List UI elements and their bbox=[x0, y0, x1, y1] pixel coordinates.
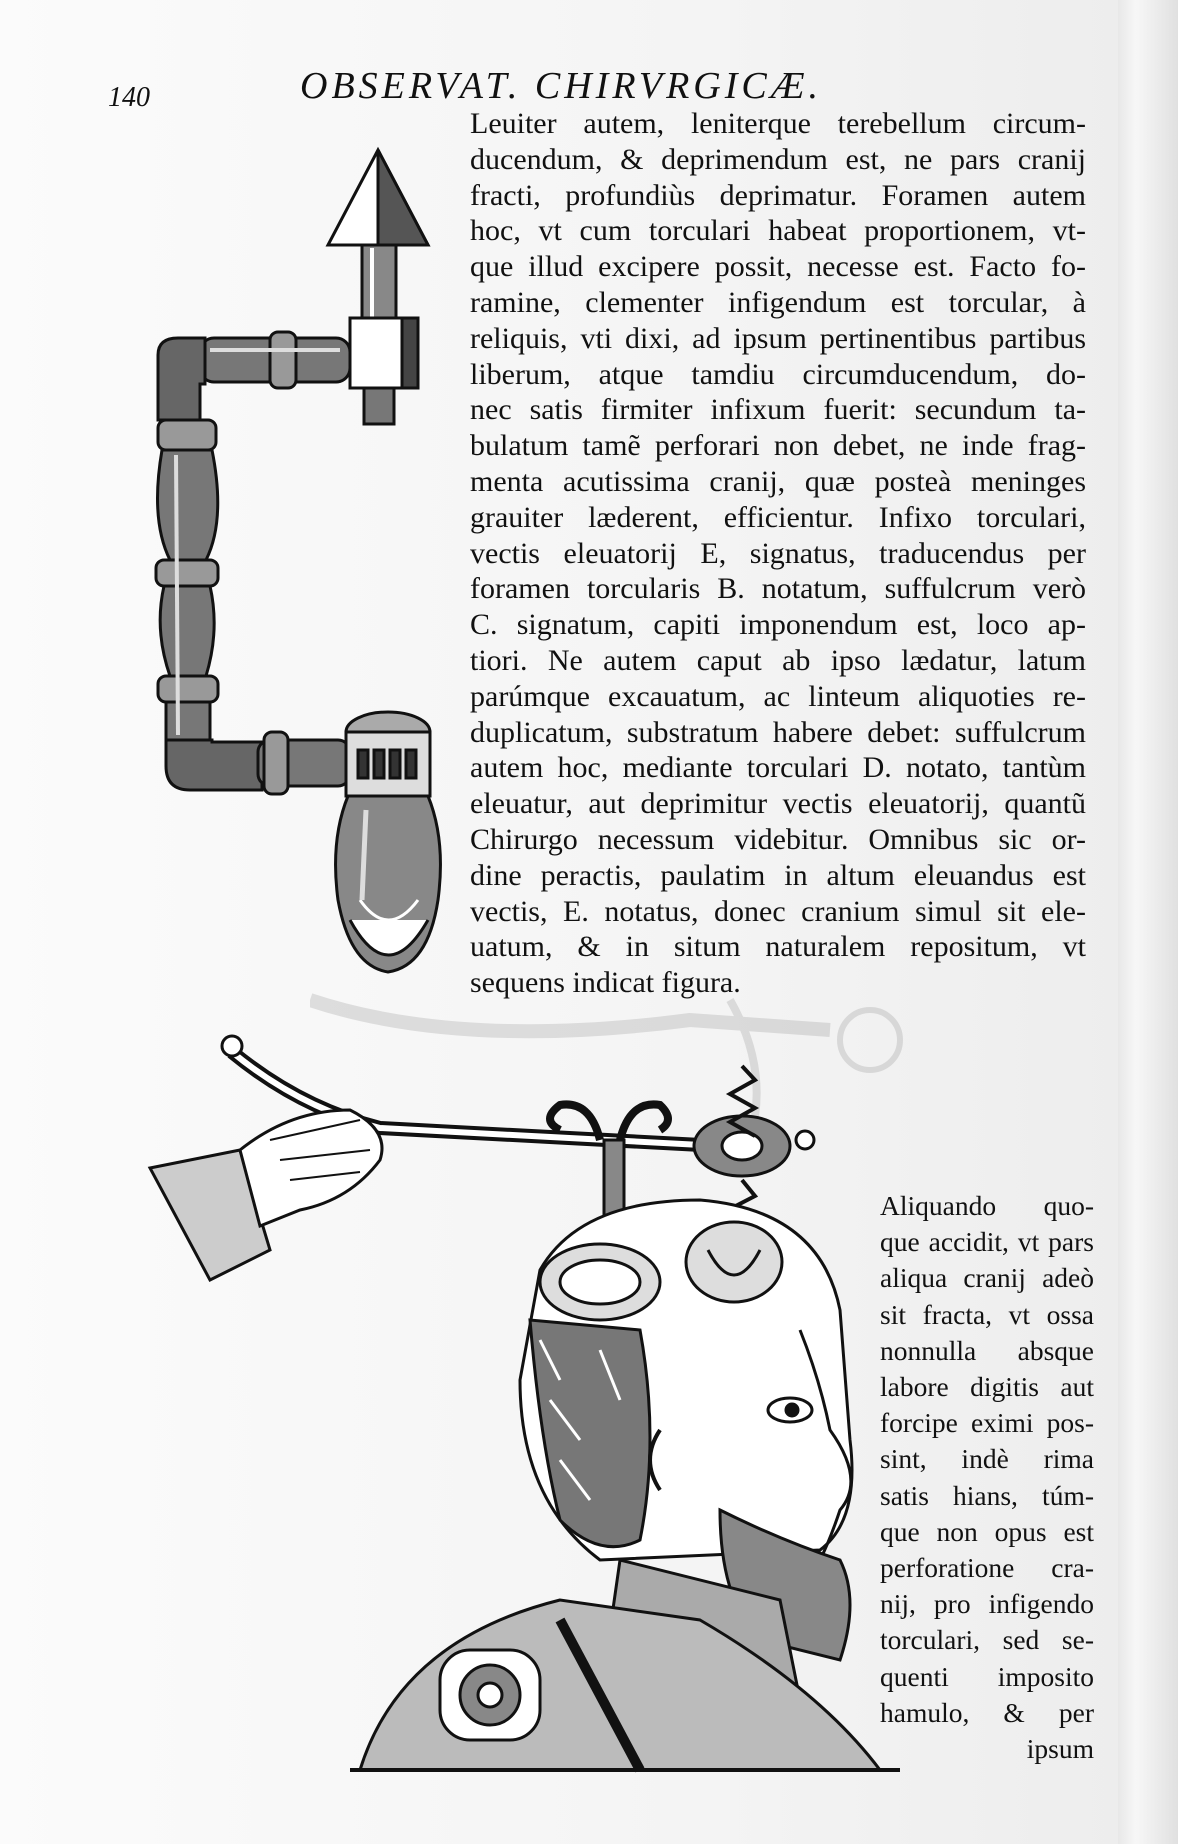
text-line: sequens indicat figura. bbox=[470, 966, 741, 1000]
text-line: vectis eleuatorij E, signatus, traducendus per bbox=[470, 536, 1086, 570]
text-line: uatum, & in situm naturalem repositum, vt bbox=[470, 930, 1086, 964]
text-line: tiori. Ne autem caput ab ipso lædatur, latum bbox=[470, 643, 1086, 677]
text-line: parúmque excauatum, ac linteum aliquoties re- bbox=[470, 679, 1086, 713]
text-line: ramine, clementer infigendum est torcular, à bbox=[470, 285, 1086, 319]
side-text-line: nij, pro infigendo bbox=[880, 1588, 1094, 1620]
main-text-block bbox=[470, 106, 1086, 1001]
text-line: Leuiter autem, leniterque terebellum circum- bbox=[470, 107, 1086, 140]
text-line: nec satis firmiter infixum fuerit: secundum ta- bbox=[470, 393, 1086, 427]
running-title: OBSERVAT. CHIRVRGICÆ. bbox=[300, 65, 823, 107]
text-line: Chirurgo necessum videbitur. Omnibus sic or- bbox=[470, 822, 1086, 856]
text-line: ducendum, & deprimendum est, ne pars cranij bbox=[470, 142, 1086, 176]
side-text-line: perforatione cra- bbox=[880, 1552, 1094, 1584]
text-line: fracti, profundiùs deprimatur. Foramen autem bbox=[470, 178, 1086, 212]
text-line: vectis, E. notatus, donec cranium simul sit ele- bbox=[470, 894, 1086, 928]
side-text-line: ipsum bbox=[1026, 1733, 1094, 1765]
side-text-line: quenti imposito bbox=[880, 1660, 1094, 1692]
text-line: eleuatur, aut deprimitur vectis eleuatorij, quantũ bbox=[470, 787, 1086, 821]
side-text-line: labore digitis aut bbox=[880, 1371, 1094, 1403]
text-line: autem hoc, mediante torculari D. notato, tantùm bbox=[470, 751, 1086, 785]
text-line: hoc, vt cum torculari habeat proportionem, vt- bbox=[470, 214, 1086, 248]
page-number: 140 bbox=[108, 82, 150, 113]
text-line: menta acutissima cranij, quæ posteà meninges bbox=[470, 464, 1086, 498]
side-text-line: aliqua cranij adeò bbox=[880, 1262, 1094, 1294]
side-text-block bbox=[880, 1188, 1094, 1767]
text-line: que illud excipere possit, necesse est. Facto fo- bbox=[470, 250, 1086, 284]
side-text-line: torculari, sed se- bbox=[880, 1624, 1094, 1656]
text-line: foramen torcularis B. notatum, suffulcrum verò bbox=[470, 572, 1086, 606]
side-text-line: satis hians, túm- bbox=[880, 1479, 1094, 1511]
text-line: liberum, atque tamdiu circumducendum, do- bbox=[470, 357, 1086, 391]
text-line: C. signatum, capiti imponendum est, loco ap- bbox=[470, 608, 1086, 642]
side-text-line: forcipe eximi pos- bbox=[880, 1407, 1094, 1439]
text-line: bulatum tamẽ perforari non debet, ne inde frag- bbox=[470, 429, 1086, 463]
text-line: duplicatum, substratum habere debet: suffulcrum bbox=[470, 715, 1086, 749]
text-line: grauiter læderent, efficientur. Infixo torculari, bbox=[470, 500, 1086, 534]
text-line: dine peractis, paulatim in altum eleuandus est bbox=[470, 858, 1086, 892]
side-text-line: sit fracta, vt ossa bbox=[880, 1298, 1094, 1330]
side-text-line: que accidit, vt pars bbox=[880, 1226, 1094, 1258]
side-text-line: hamulo, & per bbox=[880, 1696, 1094, 1728]
side-text-line: Aliquando quo- bbox=[880, 1190, 1094, 1221]
side-text-line: sint, indè rima bbox=[880, 1443, 1094, 1475]
text-line: reliquis, vti dixi, ad ipsum pertinentibus partibus bbox=[470, 321, 1086, 355]
side-text-line: que non opus est bbox=[880, 1515, 1094, 1547]
side-text-line: nonnulla absque bbox=[880, 1334, 1094, 1366]
